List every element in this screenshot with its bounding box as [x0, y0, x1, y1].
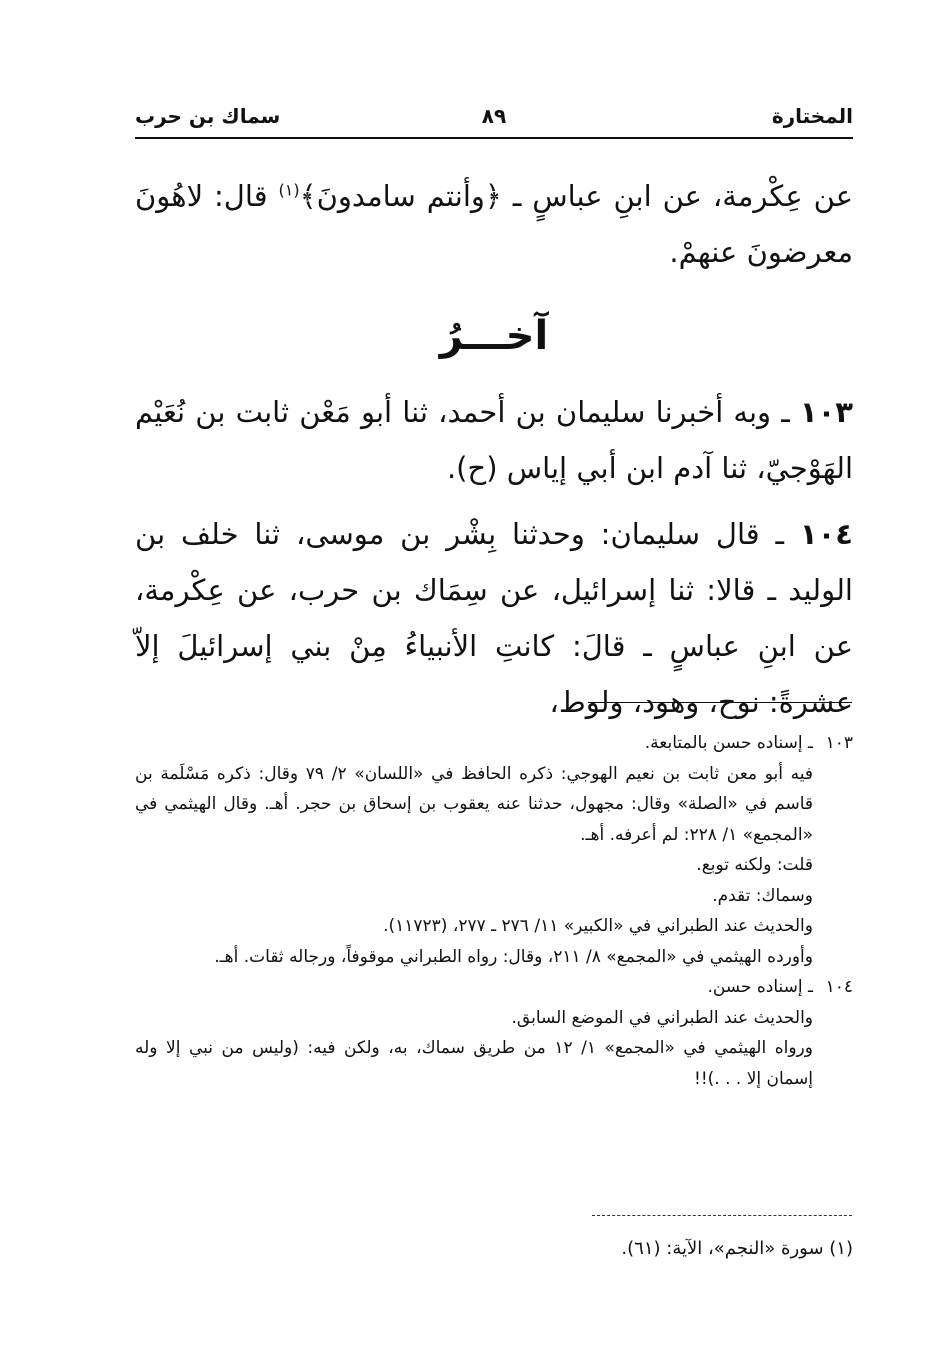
note-104-heading — [135, 972, 853, 1003]
running-header — [135, 104, 853, 134]
commentary-notes — [135, 728, 853, 1094]
chapter-title: سماك بن حرب — [135, 104, 281, 128]
hadith-104 — [135, 506, 853, 730]
header-rule — [135, 137, 853, 139]
spacer — [135, 496, 853, 506]
footnote-1: (١) سورة «النجم»، الآية: (٦١). — [621, 1238, 853, 1259]
hadith-103 — [135, 384, 853, 496]
note-paragraph: وأورده الهيثمي في «المجمع» ٨/ ٢١١، وقال: رواه الطبراني موقوفاً، ورجاله ثقات. أهـ. — [214, 946, 813, 967]
note-number: ١٠٤ — [825, 977, 853, 997]
paragraph-continuation — [135, 168, 853, 280]
hadith-number: ١٠٤ — [799, 517, 853, 551]
page-number: ٨٩ — [481, 104, 507, 128]
note-paragraph: والحديث عند الطبراني في الموضع السابق. — [511, 1007, 813, 1028]
note-paragraph: ورواه الهيثمي في «المجمع» ١/ ١٢ من طريق سماك، به، ولكن فيه: (وليس من نبي إلا وله إسمان إلا . . .)!! — [135, 1038, 813, 1089]
section-heading: آخـــرُ — [439, 313, 549, 359]
hadith-number: ١٠٣ — [799, 395, 853, 429]
note-paragraph: وسماك: تقدم. — [712, 885, 813, 906]
book-title: المختارة — [771, 104, 853, 128]
para1-text: عن عِكْرمة، عن ابنِ عباسٍ ـ ﴿وأنتم سامدونَ﴾ — [299, 179, 853, 213]
footnote-rule — [588, 702, 852, 703]
note-heading-text: ـ إسناده حسن بالمتابعة. — [644, 733, 813, 753]
note-number: ١٠٣ — [825, 733, 853, 753]
note-103-heading — [135, 728, 853, 759]
note-paragraph: والحديث عند الطبراني في «الكبير» ١١/ ٢٧٦ ـ ٢٧٧، (١١٧٢٣). — [383, 916, 813, 936]
note-heading-text: ـ إسناده حسن. — [707, 977, 813, 997]
footnote-separator — [592, 1215, 852, 1216]
note-paragraph: قلت: ولكنه توبع. — [696, 855, 813, 875]
hadith-text: ـ قال سليمان: وحدثنا بِشْر بن موسى، ثنا خلف بن الوليد ـ قالا: ثنا إسرائيل، عن سِمَاك بن حرب، عن عِكْرمة، عن ابنِ عباسٍ ـ قالَ: كانتِ الأنبياءُ مِنْ بني إسرائيلَ إلاّ عشرةً: نوح، وهود، ولوط، — [135, 517, 853, 719]
hadith-text: ـ وبه أخبرنا سليمان بن أحمد، ثنا أبو مَعْن ثابت بن نُعَيْم الهَوْجيّ، ثنا آدم ابن أبي إياس (ح). — [135, 395, 853, 485]
main-text — [135, 168, 853, 730]
note-paragraph: فيه أبو معن ثابت بن نعيم الهوجي: ذكره الحافظ في «اللسان» ٢/ ٧٩ وقال: ذكره مَسْلَمة بن قاسم في «الصلة» وقال: مجهول، حدثنا عنه يعقوب بن إسحاق بن حجر. أهـ. وقال الهيثمي في «المجمع» ١/ ٢٢٨: لم أعرفه. أهـ. — [135, 763, 813, 845]
footnote-ref: (١) — [278, 180, 300, 200]
para1-text-end: قال: لاهُونَ معرضونَ عنهمْ. — [135, 179, 853, 269]
